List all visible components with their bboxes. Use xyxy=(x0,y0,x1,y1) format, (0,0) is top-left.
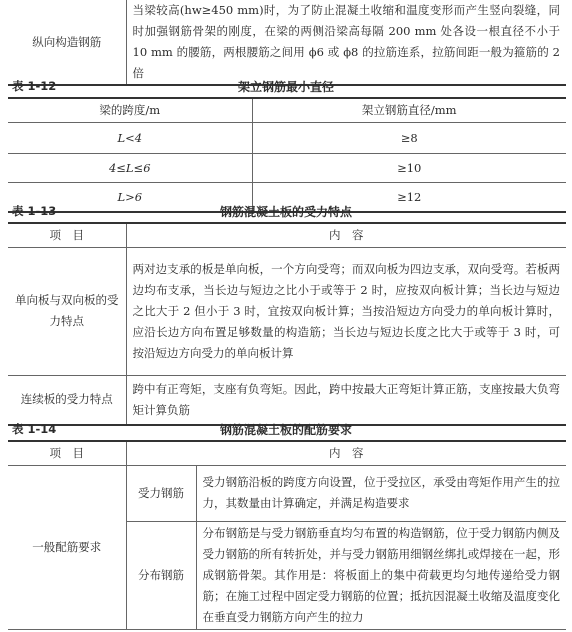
table-12-number: 表 1-12 xyxy=(12,79,57,93)
table-13-content-2: 跨中有正弯矩，支座有负弯矩。因此，跨中按最大正弯矩计算正筋，支座按最大负弯矩计算负筋 xyxy=(132,381,560,417)
top-table-label: 纵向构造钢筋 xyxy=(8,0,126,85)
table-12-title: 架立钢筋最小直径 xyxy=(237,80,334,94)
table-13-number: 表 1-13 xyxy=(12,204,57,218)
table-12-diameter-3: ≥12 xyxy=(397,189,422,204)
table-14-content-2: 分布钢筋是与受力钢筋垂直均匀布置的构造钢筋，位于受力钢筋内侧及受力钢筋的所有转折处，并与受力钢筋用细钢丝绑扎或焊接在一起，形成钢筋骨架。其作用是：将板面上的集中荷载更均匀地传递给受力钢筋；在施工过程中固定受力钢筋的位置；抵抗因混凝土收缩及温度变化在垂直受力钢筋方向产生的拉力 xyxy=(196,521,566,629)
table-12 xyxy=(8,97,566,213)
table-14-header-content: 内 容 xyxy=(126,441,566,465)
table-14-group: 一般配筋要求 xyxy=(8,465,126,629)
table-14-sub-2: 分布钢筋 xyxy=(126,521,196,629)
table-14-number: 表 1-14 xyxy=(12,422,57,436)
table-13-item-1: 单向板与双向板的受力特点 xyxy=(8,247,126,375)
table-14-sub-1: 受力钢筋 xyxy=(126,465,196,521)
table-12-header-span: 梁的跨度/m xyxy=(8,98,252,122)
table-12-span-1: L<4 xyxy=(8,122,252,153)
table-13-header-item: 项 目 xyxy=(8,223,126,247)
table-13-title: 钢筋混凝土板的受力特点 xyxy=(219,205,352,219)
table-14-header-item: 项 目 xyxy=(8,441,126,465)
table-13-item-2: 连续板的受力特点 xyxy=(8,375,126,425)
table-13-header-content: 内 容 xyxy=(126,223,566,247)
table-12-span-3: L>6 xyxy=(8,182,252,212)
table-14-content-1: 受力钢筋沿板的跨度方向设置，位于受拉区，承受由弯矩作用产生的拉力，其数量由计算确定，并满足构造要求 xyxy=(196,465,566,521)
top-table xyxy=(8,0,566,86)
table-14-title: 钢筋混凝土板的配筋要求 xyxy=(219,423,352,437)
table-12-diameter-2: ≥10 xyxy=(252,153,566,182)
table-13 xyxy=(8,222,566,426)
table-13-content-1: 两对边支承的板是单向板，一个方向受弯；而双向板为四边支承，双向受弯。若板两边均布支承，当长边与短边之比小于或等于 2 时，应按双向板计算；当长边与短边之比大于 2 但小于 3 时，宜按双向板计算；当按沿短边方向受力的单向板计算时，应沿长边方向布置足够数量的构造筋；当长边与短边长度之比大于或等于 3 时，可按沿短边方向受力的单向板计算 xyxy=(126,247,566,375)
top-table-text: 当梁较高(hw≥450 mm)时，为了防止混凝土收缩和温度变形而产生竖向裂缝，同时加强钢筋骨架的刚度，在梁的两侧沿梁高每隔 200 mm 处各设一根直径不小于 10 mm 的腰筋，两根腰筋之间用 ϕ6 或 ϕ8 的拉筋连系，拉筋间距一般为箍筋的 2 倍 xyxy=(132,3,560,80)
table-12-diameter-1: ≥8 xyxy=(252,122,566,153)
table-14 xyxy=(8,440,566,630)
table-12-span-2: 4≤L≤6 xyxy=(8,153,252,182)
table-12-header-diameter: 架立钢筋直径/mm xyxy=(252,98,566,122)
